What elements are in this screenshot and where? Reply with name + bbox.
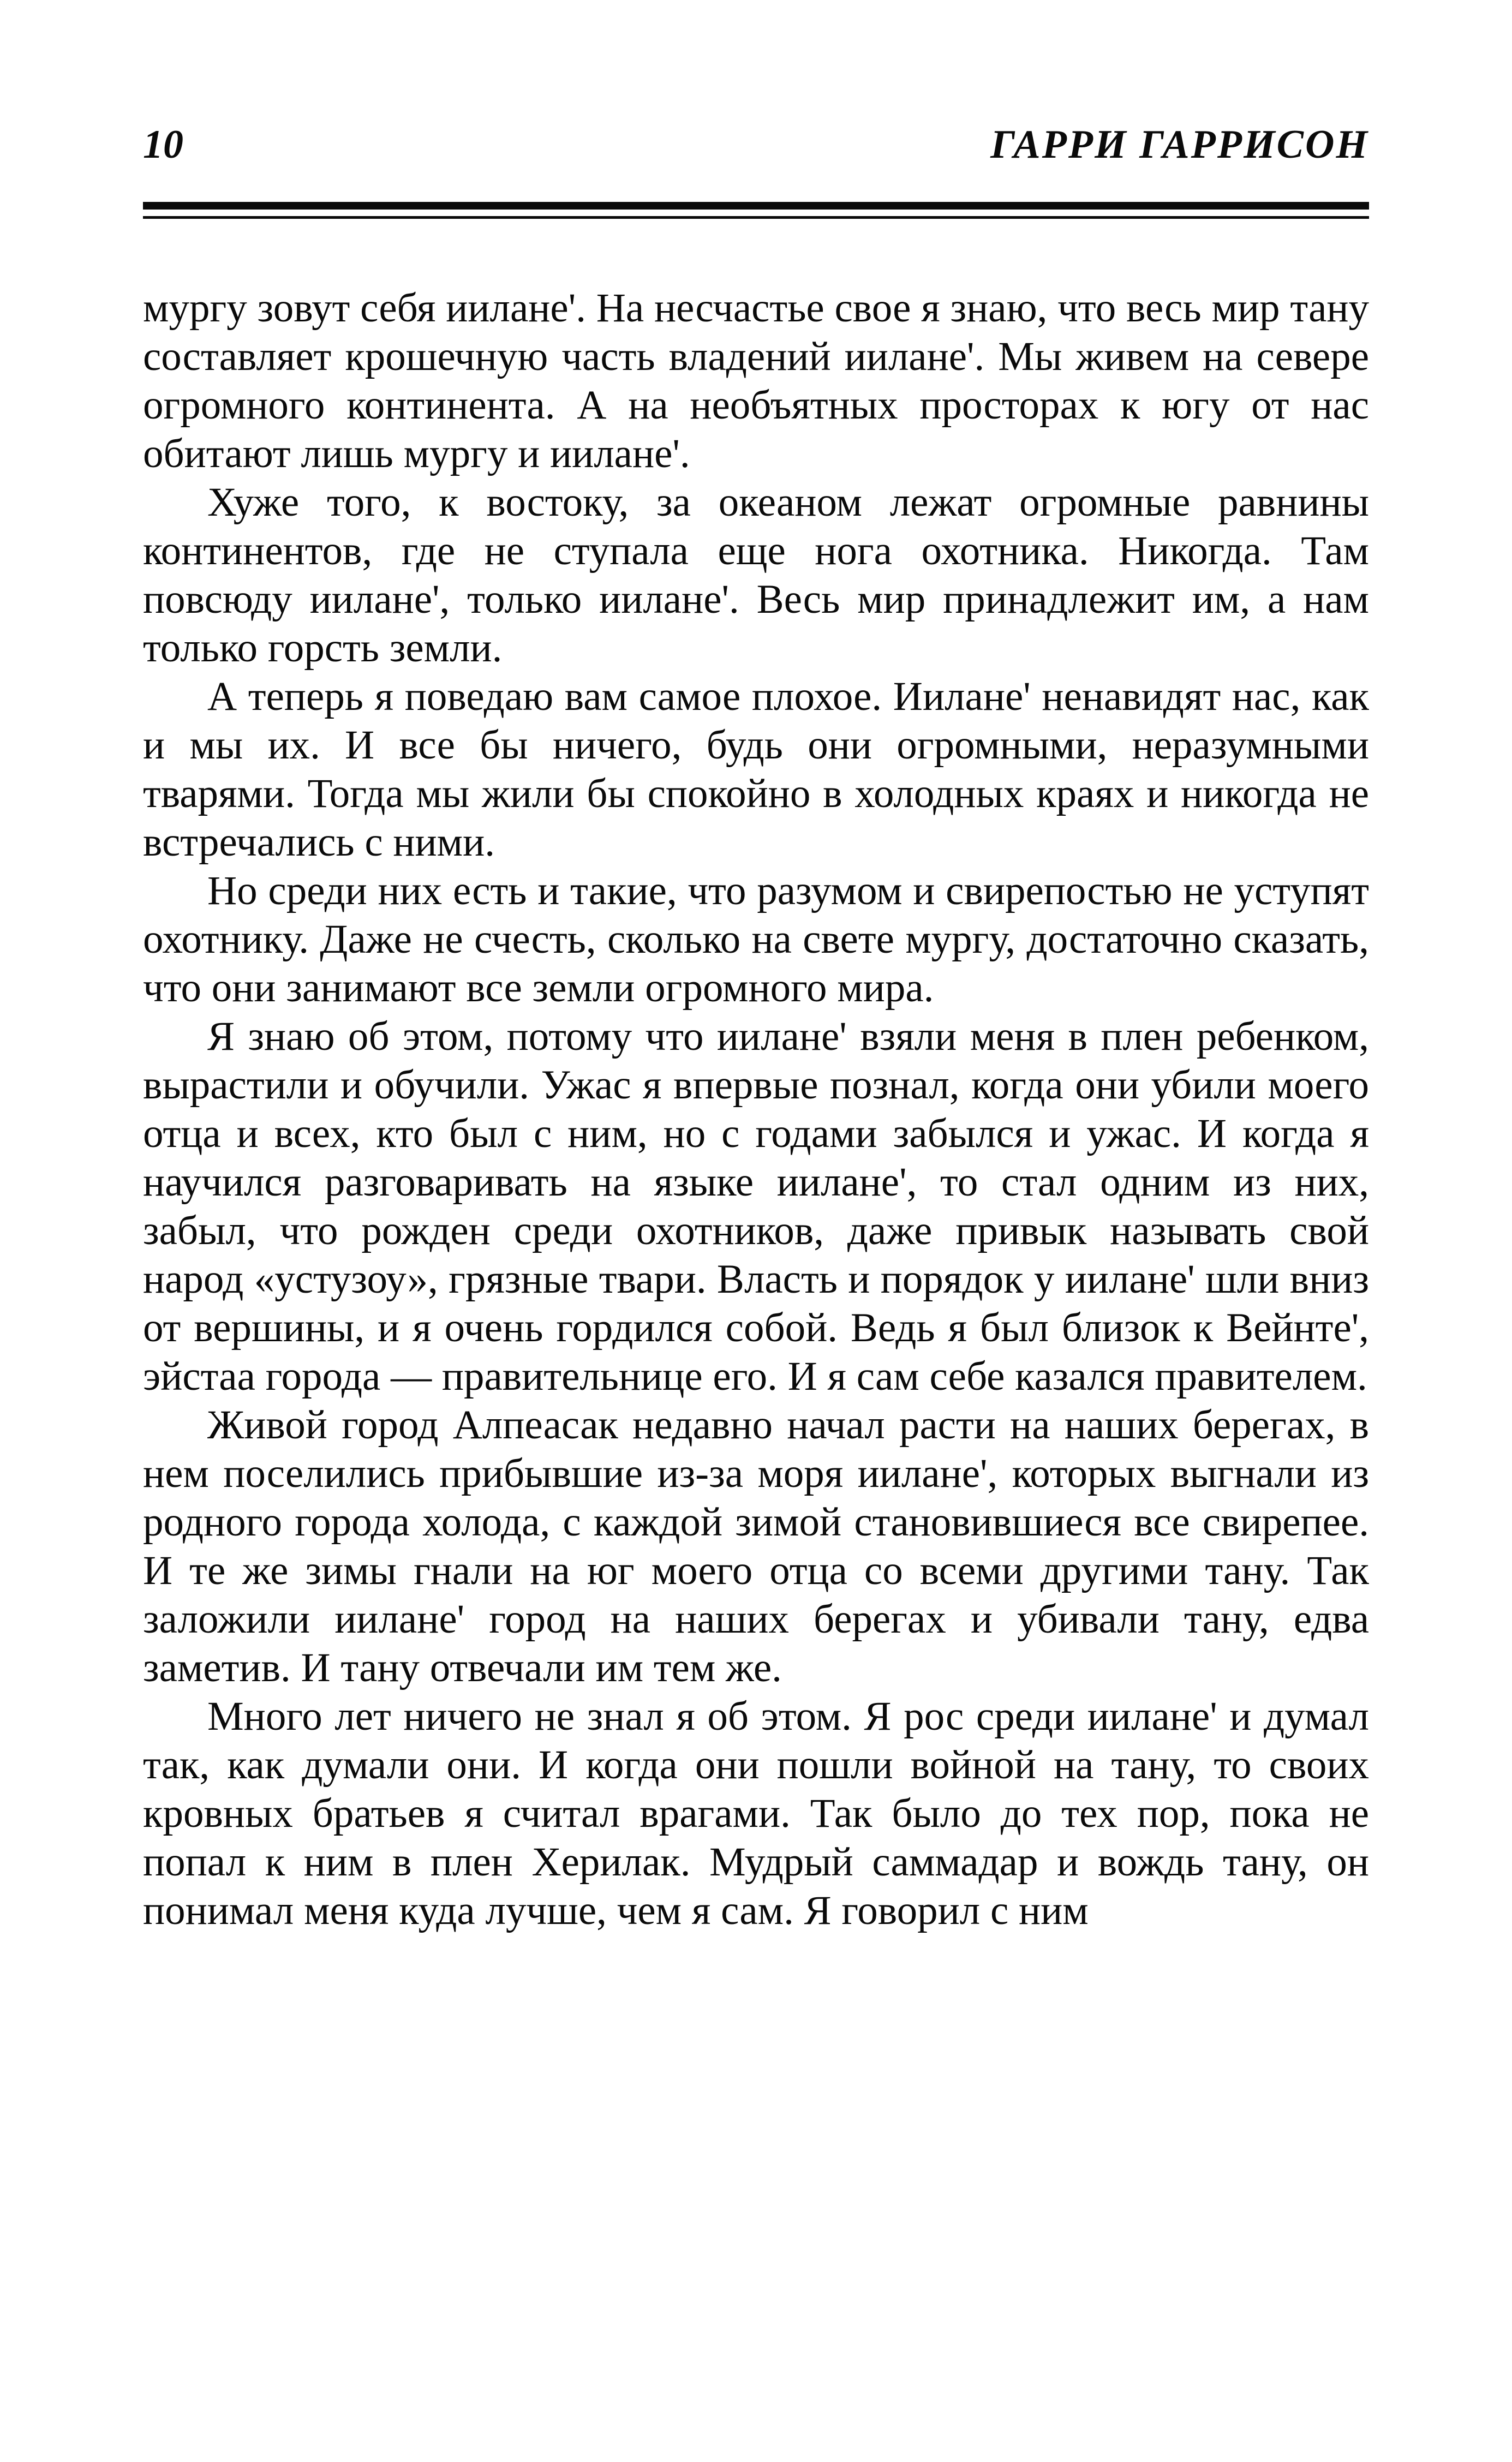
paragraph: Хуже того, к востоку, за океаном лежат огромные равнины континентов, где не ступала еще нога охотника. Никогда. Там повсюду иилане', только иилане'. Весь мир принадлежит им, а нам только горсть земли.	[143, 480, 1369, 671]
paragraph: Я знаю об этом, потому что иилане' взяли меня в плен ребенком, вырастили и обучили. Ужас я впервые познал, когда они убили моего отца и всех, кто был с ним, но с годами забылся и ужас. И когда я научился разговаривать на языке иилане', то стал одним из них, забыл, что рожден среди охотников, даже привык называть свой народ «устузоу», грязные твари. Власть и порядок у иилане' шли вниз от вершины, и я очень гордился собой. Ведь я был близок к Вейнте', эйстаа города — правительнице его. И я сам себе казался правителем.	[143, 1014, 1369, 1399]
header-rule-thin	[143, 216, 1369, 219]
header-rule-thick	[143, 202, 1369, 210]
paragraph: Живой город Алпеасак недавно начал расти на наших берегах, в нем поселились прибывшие из-за моря иилане', которых выгнали из родного города холода, с каждой зимой становившиеся все свирепее. И те же зимы гнали на юг моего отца со всеми другими тану. Так заложили иилане' город на наших берегах и убивали тану, едва заметив. И тану отвечали им тем же.	[143, 1402, 1369, 1690]
page-header	[143, 112, 1369, 177]
page-number: 10	[143, 122, 183, 167]
paragraph: А теперь я поведаю вам самое плохое. Иилане' ненавидят нас, как и мы их. И все бы ничего, будь они огромными, неразумными тварями. Тогда мы жили бы спокойно в холодных краях и никогда не встречались с ними.	[143, 674, 1369, 865]
paragraph: Но среди них есть и такие, что разумом и свирепостью не уступят охотнику. Даже не счесть, сколько на свете мургу, достаточно сказать, что они занимают все земли огромного мира.	[143, 868, 1369, 1011]
running-title: ГАРРИ ГАРРИСОН	[990, 122, 1369, 167]
paragraph: Много лет ничего не знал я об этом. Я рос среди иилане' и думал так, как думали они. И когда они пошли войной на тану, то своих кровных братьев я считал врагами. Так было до тех пор, пока не попал к ним в плен Херилак. Мудрый саммадар и вождь тану, он понимал меня куда лучше, чем я сам. Я говорил с ним	[143, 1694, 1369, 1933]
body-text	[143, 284, 1369, 1935]
paragraph-continued: мургу зовут себя иилане'. На несчастье свое я знаю, что весь мир тану составляет крошечную часть владений иилане'. Мы живем на севере огромного континента. А на необъятных просторах к югу от нас обитают лишь мургу и иилане'.	[143, 285, 1369, 476]
